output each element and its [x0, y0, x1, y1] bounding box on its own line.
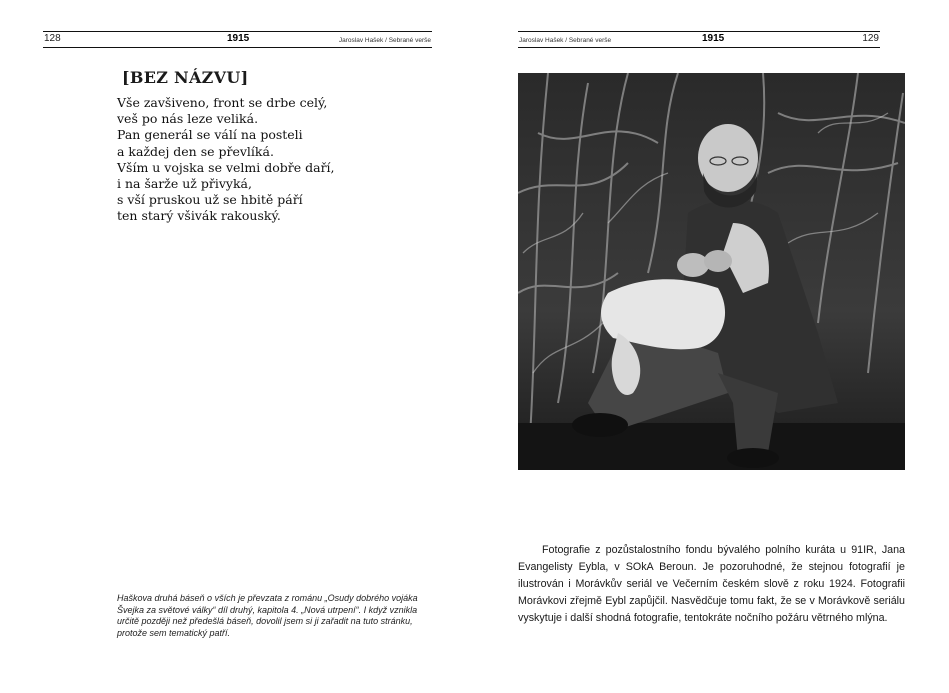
- running-header-left: [43, 31, 432, 48]
- poem-text: [117, 95, 335, 225]
- running-author: Jaroslav Hašek / Sebrané verše: [338, 37, 431, 44]
- poem-line: a každej den se převlíká.: [117, 143, 274, 159]
- left-page: [0, 0, 474, 693]
- running-author: Jaroslav Hašek / Sebrané verše: [519, 37, 612, 44]
- running-year: 1915: [702, 33, 725, 44]
- poem-line: s vší pruskou už se hbitě páří: [117, 192, 303, 208]
- poem-line: Vším u vojska se velmi dobře daří,: [117, 159, 335, 175]
- page-number: 128: [44, 33, 61, 44]
- poem-line: Pan generál se válí na posteli: [117, 127, 303, 143]
- running-header-right: [518, 31, 880, 48]
- poem-line: i na šarže už přivyká,: [117, 176, 252, 192]
- photo-caption: Fotografie z pozůstalostního fondu bývalého polního kuráta u 91IR, Jana Evangelisty Eybla, v SOkA Beroun. Je pozoruhodné, že stejnou fotografií je ilustrován i Morávkův seriál ve Večerním českém slově z roku 1924. Fotografii Morávkovi zřejmě Eybl zapůjčil. Nasvědčuje tomu fakt, že se v Morávkově seriálu vyskytuje i další shodná fotografie, tentokráte nočního požáru větrného mlýna.: [518, 544, 905, 624]
- right-page: [475, 0, 949, 693]
- poem-line: Vše zavšiveno, front se drbe celý,: [117, 95, 328, 110]
- running-year: 1915: [227, 33, 250, 44]
- poem-line: veš po nás leze veliká.: [117, 111, 259, 127]
- historical-photograph: [518, 73, 905, 470]
- page-number: 129: [862, 33, 879, 44]
- footnote: Haškova druhá báseň o vších je převzata z románu „Osudy dobrého vojáka Švejka za světové války“ díl druhý, kapitola 4. „Nová utrpení“. I když vznikla určitě později než předešlá báseň, dovolil jsem si ji zařadit na tuto stránku, protože sem tematický patří.: [117, 593, 418, 638]
- poem-line: ten starý všivák rakouský.: [117, 208, 281, 224]
- poem-title: [BEZ NÁZVU]: [122, 68, 249, 87]
